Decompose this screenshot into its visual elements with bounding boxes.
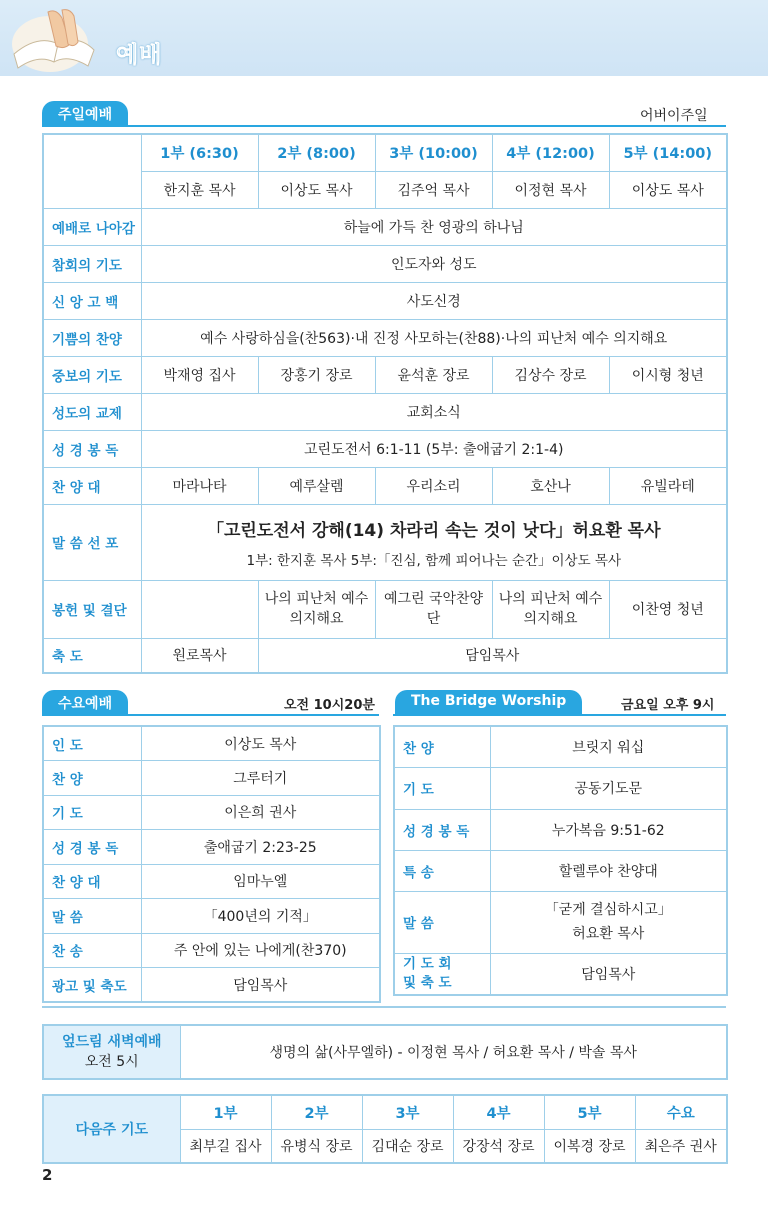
- label-scripture: 성 경 봉 독: [43, 430, 141, 467]
- label-call: 예배로 나아감: [43, 208, 141, 245]
- wednesday-row: [43, 899, 380, 934]
- wednesday-value-0: 이상도 목사: [141, 726, 380, 761]
- next-day-4: 4부: [453, 1095, 544, 1129]
- intercession-2: 장홍기 장로: [258, 356, 375, 393]
- bridge-value-3: 할렐루야 찬양대: [490, 850, 727, 891]
- label-offering: 봉헌 및 결단: [43, 580, 141, 638]
- bridge-label-5: [394, 953, 490, 995]
- sermon-title: 「고린도전서 강해(14) 차라리 속는 것이 낫다」허요환 목사: [206, 520, 661, 541]
- dawn-value: 생명의 삶(사무엘하) - 이정현 목사 / 허요환 목사 / 박솔 목사: [180, 1025, 727, 1079]
- choir-5: 유빌라테: [609, 467, 727, 504]
- next-day-1: 1부: [180, 1095, 271, 1129]
- offering-1: 나의 피난처 예수 의지해요: [258, 580, 375, 638]
- wednesday-label-7: 광고 및 축도: [43, 968, 141, 1003]
- sunday-tab: 주일예배: [42, 101, 128, 125]
- bridge-label-5b: 및 축 도: [403, 974, 452, 991]
- next-name-6: 최은주 권사: [635, 1129, 727, 1163]
- section-divider: [42, 1006, 726, 1008]
- corner-cell: [43, 134, 141, 208]
- wednesday-value-6: 주 안에 있는 나에게(찬370): [141, 933, 380, 968]
- sunday-rule: [42, 125, 726, 127]
- sermon-cell: [141, 504, 727, 580]
- wednesday-rule: [42, 714, 379, 716]
- wednesday-value-5: 「400년의 기적」: [141, 899, 380, 934]
- wednesday-note: 오전 10시20분: [284, 698, 375, 713]
- choir-4: 호산나: [492, 467, 609, 504]
- bridge-tab: The Bridge Worship: [395, 690, 582, 714]
- bridge-value-1: 공동기도문: [490, 767, 727, 809]
- choir-3: 우리소리: [375, 467, 492, 504]
- bridge-label-5a: 기 도 회: [403, 955, 452, 972]
- offering-3: 나의 피난처 예수 의지해요: [492, 580, 609, 638]
- dawn-label-cell: [43, 1025, 180, 1079]
- label-praise: 기쁨의 찬양: [43, 319, 141, 356]
- next-day-5: 5부: [544, 1095, 635, 1129]
- wednesday-row: [43, 830, 380, 865]
- wednesday-table: [42, 725, 381, 1003]
- wednesday-label-2: 기 도: [43, 795, 141, 830]
- minister-5: 이상도 목사: [609, 171, 727, 208]
- dawn-time: 오전 5시: [84, 1054, 139, 1070]
- dawn-label: 엎드림 새벽예배: [61, 1034, 162, 1050]
- next-day-6: 수요: [635, 1095, 727, 1129]
- wednesday-label-1: 찬 양: [43, 761, 141, 796]
- intercession-1: 박재영 집사: [141, 356, 258, 393]
- label-choir: 찬 양 대: [43, 467, 141, 504]
- next-name-2: 유병식 장로: [271, 1129, 362, 1163]
- next-name-4: 강장석 장로: [453, 1129, 544, 1163]
- bridge-label-3: 특 송: [394, 850, 490, 891]
- minister-1: 한지훈 목사: [141, 171, 258, 208]
- choir-2: 예루살렘: [258, 467, 375, 504]
- bridge-sermon-preacher: 허요환 목사: [572, 926, 645, 942]
- next-week-label: 다음주 기도: [43, 1095, 180, 1163]
- wednesday-label-6: 찬 송: [43, 933, 141, 968]
- sermon-subtitle: 1부: 한지훈 목사 5부:「진심, 함께 피어나는 순간」이상도 목사: [246, 552, 621, 569]
- praying-hands-book-icon: [8, 4, 98, 74]
- wednesday-value-7: 담임목사: [141, 968, 380, 1003]
- blessing-rest: 담임목사: [258, 638, 727, 673]
- label-blessing: 축 도: [43, 638, 141, 673]
- bridge-value-2: 누가복음 9:51-62: [490, 809, 727, 850]
- intercession-5: 이시형 청년: [609, 356, 727, 393]
- next-day-2: 2부: [271, 1095, 362, 1129]
- wednesday-label-5: 말 씀: [43, 899, 141, 934]
- next-day-3: 3부: [362, 1095, 453, 1129]
- bridge-rule: [393, 714, 726, 716]
- wednesday-row: [43, 726, 380, 761]
- wednesday-row: [43, 795, 380, 830]
- wednesday-value-3: 출애굽기 2:23-25: [141, 830, 380, 865]
- label-repent: 참회의 기도: [43, 245, 141, 282]
- wednesday-label-4: 찬 양 대: [43, 864, 141, 899]
- bridge-label-4: 말 씀: [394, 891, 490, 953]
- bridge-label-1: 기 도: [394, 767, 490, 809]
- wednesday-row: [43, 864, 380, 899]
- service-5: 5부 (14:00): [609, 134, 727, 171]
- bridge-value-5: 담임목사: [490, 953, 727, 995]
- wednesday-row: [43, 968, 380, 1003]
- wednesday-value-1: 그루터기: [141, 761, 380, 796]
- page-title: 예배: [116, 42, 163, 68]
- bridge-sermon-title: 「굳게 결심하시고」: [544, 902, 672, 918]
- wednesday-row: [43, 761, 380, 796]
- bridge-note: 금요일 오후 9시: [621, 698, 715, 713]
- blessing-first: 원로목사: [141, 638, 258, 673]
- value-scripture: 고린도전서 6:1-11 (5부: 출애굽기 2:1-4): [141, 430, 727, 467]
- wednesday-row: [43, 933, 380, 968]
- bridge-label-2: 성 경 봉 독: [394, 809, 490, 850]
- next-name-3: 김대순 장로: [362, 1129, 453, 1163]
- next-name-5: 이복경 장로: [544, 1129, 635, 1163]
- service-4: 4부 (12:00): [492, 134, 609, 171]
- sunday-table: [42, 133, 728, 674]
- bridge-value-4: [490, 891, 727, 953]
- label-intercession: 중보의 기도: [43, 356, 141, 393]
- value-praise: 예수 사랑하심을(찬563)·내 진정 사모하는(찬88)·나의 피난처 예수 의지해요: [141, 319, 727, 356]
- sunday-note: 어버이주일: [640, 108, 708, 124]
- minister-2: 이상도 목사: [258, 171, 375, 208]
- offering-2: 예그린 국악찬양단: [375, 580, 492, 638]
- service-1: 1부 (6:30): [141, 134, 258, 171]
- page-number: 2: [42, 1166, 53, 1184]
- wednesday-value-2: 이은희 권사: [141, 795, 380, 830]
- next-name-1: 최부길 집사: [180, 1129, 271, 1163]
- offering-4: 이찬영 청년: [609, 580, 727, 638]
- value-call: 하늘에 가득 찬 영광의 하나님: [141, 208, 727, 245]
- value-repent: 인도자와 성도: [141, 245, 727, 282]
- label-creed: 신 앙 고 백: [43, 282, 141, 319]
- label-fellowship: 성도의 교제: [43, 393, 141, 430]
- dawn-table: [42, 1024, 728, 1080]
- minister-4: 이정현 목사: [492, 171, 609, 208]
- bridge-label-0: 찬 양: [394, 726, 490, 767]
- next-week-table: [42, 1094, 728, 1164]
- offering-empty: [141, 580, 258, 638]
- service-3: 3부 (10:00): [375, 134, 492, 171]
- wednesday-value-4: 임마누엘: [141, 864, 380, 899]
- wednesday-tab: 수요예배: [42, 690, 128, 714]
- bridge-value-0: 브릿지 워십: [490, 726, 727, 767]
- value-creed: 사도신경: [141, 282, 727, 319]
- minister-3: 김주억 목사: [375, 171, 492, 208]
- intercession-4: 김상수 장로: [492, 356, 609, 393]
- bridge-table: [393, 725, 728, 996]
- service-2: 2부 (8:00): [258, 134, 375, 171]
- value-fellowship: 교회소식: [141, 393, 727, 430]
- choir-1: 마라나타: [141, 467, 258, 504]
- intercession-3: 윤석훈 장로: [375, 356, 492, 393]
- wednesday-label-0: 인 도: [43, 726, 141, 761]
- wednesday-label-3: 성 경 봉 독: [43, 830, 141, 865]
- label-sermon: 말 씀 선 포: [43, 504, 141, 580]
